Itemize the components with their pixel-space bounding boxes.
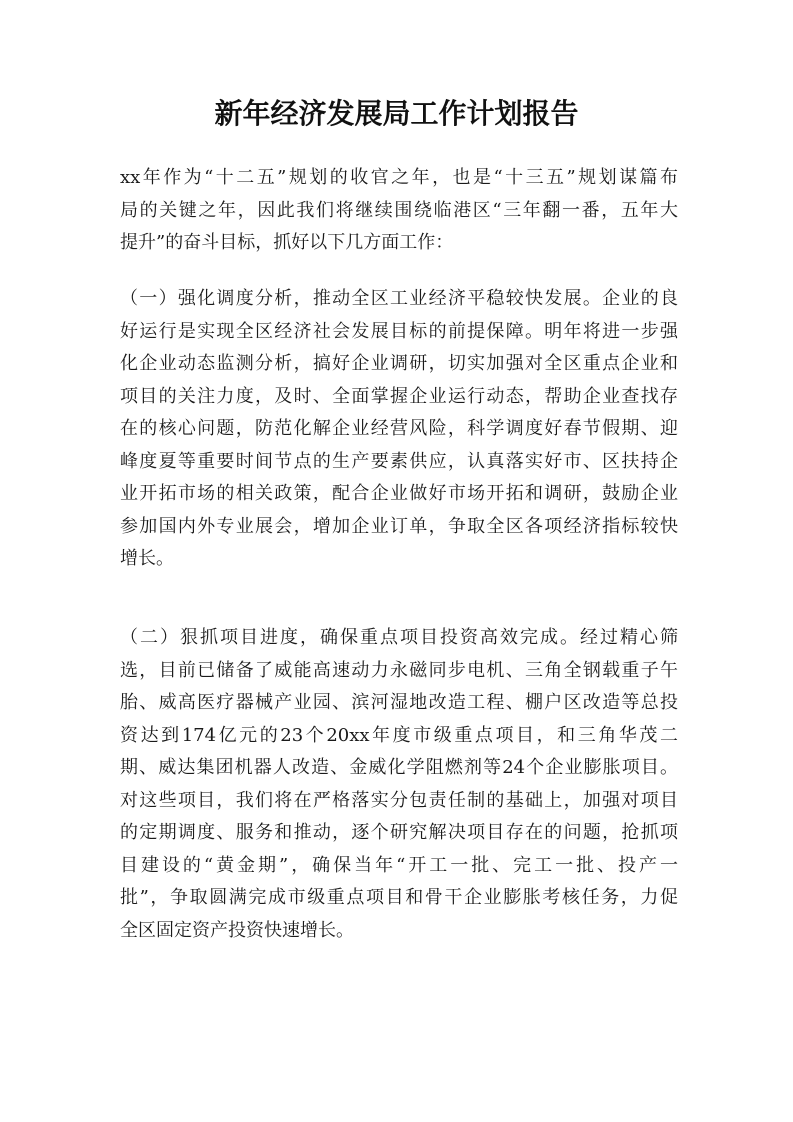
paragraph-line: 对这些项目，我们将在严格落实分包责任制的基础上，加强对项目 bbox=[120, 789, 678, 811]
paragraph-line: xx年作为“十二五”规划的收官之年，也是“十三五”规划谋篇布 bbox=[120, 167, 678, 188]
document-title: 新年经济发展局工作计划报告 bbox=[214, 97, 579, 130]
paragraph-line: （一）强化调度分析，推动全区工业经济平稳较快发展。企业的良 bbox=[120, 288, 678, 309]
paragraph-line: 局的关键之年，因此我们将继续围绕临港区“三年翻一番，五年大 bbox=[120, 199, 678, 221]
paragraph-line: 峰度夏等重要时间节点的生产要素供应，认真落实好市、区扶持企 bbox=[120, 450, 678, 472]
paragraph-line: 期、威达集团机器人改造、金威化学阻燃剂等24个企业膨胀项目。 bbox=[120, 757, 678, 778]
paragraph-line: 目建设的“黄金期”，确保当年“开工一批、完工一批、投产一 bbox=[120, 854, 678, 876]
paragraph-line: 项目的关注力度，及时、全面掌握企业运行动态，帮助企业查找存 bbox=[120, 385, 678, 407]
paragraph-line: （二）狠抓项目进度，确保重点项目投资高效完成。经过精心筛 bbox=[120, 627, 678, 648]
paragraph-line: 资达到174亿元的23个20xx年度市级重点项目，和三角华茂二 bbox=[120, 724, 678, 746]
paragraph-line: 参加国内外专业展会，增加企业订单，争取全区各项经济指标较快 bbox=[120, 515, 678, 537]
paragraph-intro bbox=[120, 162, 678, 260]
paragraph-line: 批”，争取圆满完成市级重点项目和骨干企业膨胀考核任务，力促 bbox=[120, 887, 678, 908]
paragraph-line: 的定期调度、服务和推动，逐个研究解决项目存在的问题，抢抓项 bbox=[120, 822, 678, 843]
paragraph-line: 化企业动态监测分析，搞好企业调研，切实加强对全区重点企业和 bbox=[120, 353, 678, 374]
paragraph-line: 提升”的奋斗目标，抓好以下几方面工作： bbox=[120, 232, 454, 253]
paragraph-line: 业开拓市场的相关政策，配合企业做好市场开拓和调研，鼓励企业 bbox=[120, 483, 678, 504]
paragraph-line: 胎、威高医疗器械产业园、滨河湿地改造工程、棚户区改造等总投 bbox=[120, 692, 678, 713]
paragraph-line: 增长。 bbox=[120, 548, 174, 569]
paragraph-section-2 bbox=[120, 622, 678, 947]
paragraph-line: 选，目前已储备了威能高速动力永磁同步电机、三角全钢载重子午 bbox=[120, 659, 678, 681]
paragraph-line: 好运行是实现全区经济社会发展目标的前提保障。明年将进一步强 bbox=[120, 320, 678, 342]
paragraph-line: 在的核心问题，防范化解企业经营风险，科学调度好春节假期、迎 bbox=[120, 418, 678, 439]
paragraph-line: 全区固定资产投资快速增长。 bbox=[120, 919, 354, 941]
paragraph-section-1 bbox=[120, 283, 678, 576]
